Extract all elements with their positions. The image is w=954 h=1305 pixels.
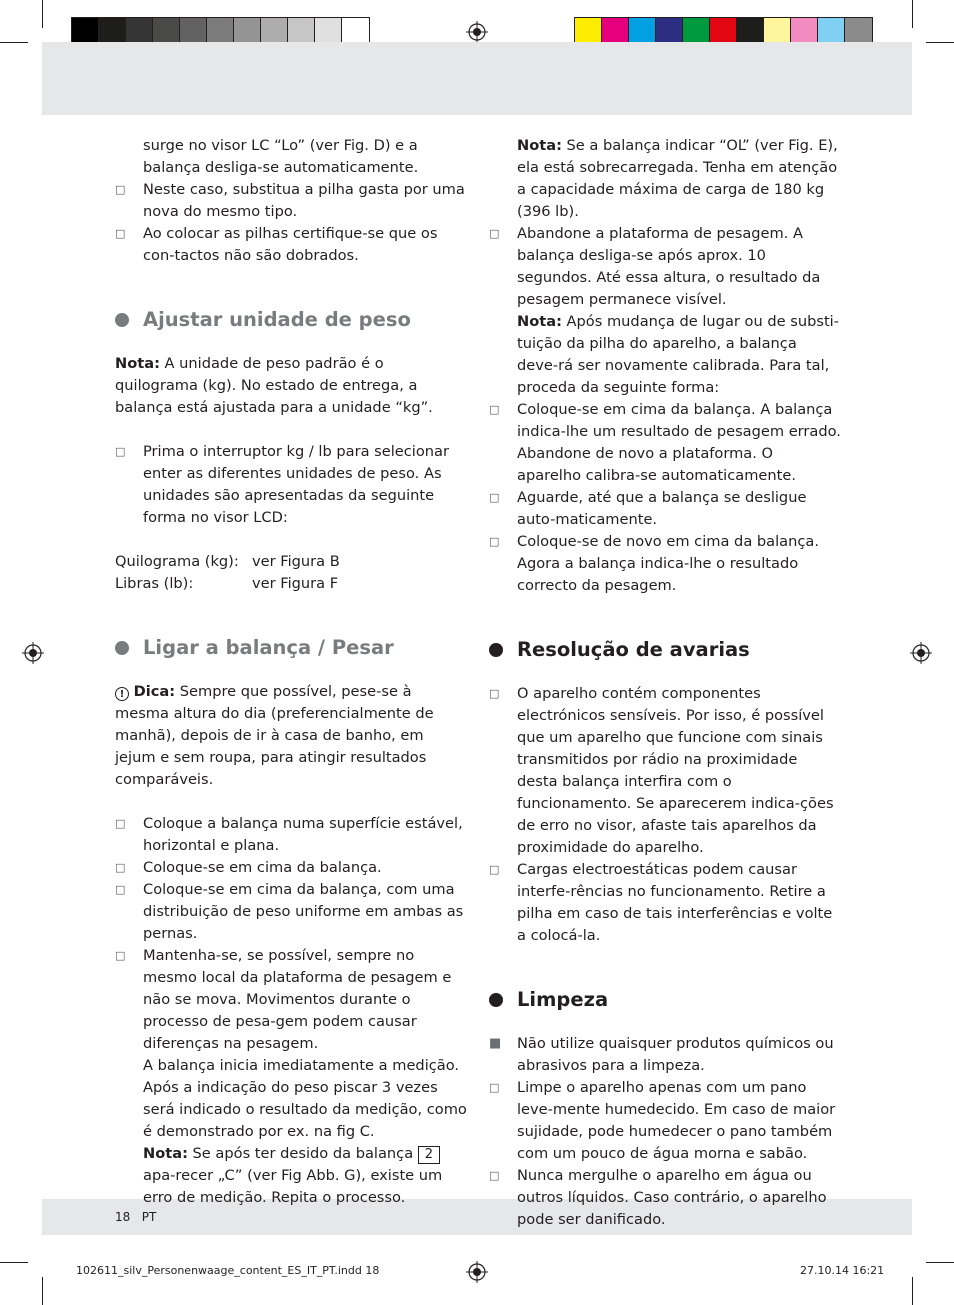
crop-mark — [42, 0, 43, 28]
left-column — [115, 135, 467, 1209]
list-item: □ Neste caso, substitua a pilha gasta por uma nova do mesmo tipo. — [115, 181, 465, 220]
list-item: □ Cargas electroestáticas podem causar interfe-rências no funcionamento. Retire a pilha em caso de tais interferências e volte a colocá-la. — [489, 861, 833, 944]
list-item: □ Aguarde, até que a balança se desligue auto-maticamente. — [489, 489, 807, 528]
warning-icon: ! — [115, 687, 129, 701]
part-number-box: 2 — [418, 1146, 440, 1164]
bullet-square-icon: ■ — [489, 1036, 502, 1051]
crop-mark — [0, 1262, 28, 1263]
registration-mark-icon — [22, 642, 44, 664]
note-paragraph: Nota: Se a balança indicar “OL” (ver Fig. E), ela está sobrecarregada. Tenha em atenção a capacidade máxima de carga de 180 kg (396 lb). — [517, 137, 838, 220]
header-band — [42, 42, 912, 115]
list-item: □ Ao colocar as pilhas certifique-se que os con-tactos não são dobrados. — [115, 225, 438, 264]
bullet-box-icon: □ — [489, 403, 500, 416]
unit-row: Quilograma (kg): ver Figura B — [115, 553, 340, 570]
registration-mark-icon — [466, 21, 488, 43]
bullet-box-icon: □ — [489, 535, 500, 548]
page-number: 18 PT — [115, 1210, 157, 1224]
crop-mark — [0, 42, 28, 43]
list-item: □ Mantenha-se, se possível, sempre no mesmo local da plataforma de pesagem e não se mova. Movimentos durante o processo de pesa-gem podem causar diferenças na pesagem. — [115, 947, 452, 1052]
list-item: ■ Não utilize quaisquer produtos químicos ou abrasivos para a limpeza. — [489, 1035, 834, 1074]
crop-mark — [926, 42, 954, 43]
unit-row: Libras (lb): ver Figura F — [115, 575, 339, 592]
right-column — [489, 135, 841, 1231]
indd-filename: 102611_silv_Personenwaage_content_ES_IT_PT.indd 18 — [76, 1264, 380, 1277]
list-item: □ Limpe o aparelho apenas com um pano leve-mente humedecido. Em caso de maior sujidade, pode humedecer o pano também com um pouco de água morna e sabão. — [489, 1079, 836, 1162]
heading-dot-icon — [115, 641, 129, 655]
crop-mark — [42, 1277, 43, 1305]
note-paragraph: Nota: Após mudança de lugar ou de substi-tuição da pilha do aparelho, a balança deve-rá ser novamente calibrada. Para tal, proceda da seguinte forma: — [517, 313, 839, 396]
heading-dot-icon — [489, 993, 503, 1007]
bullet-box-icon: □ — [489, 491, 500, 504]
bullet-box-icon: □ — [115, 861, 126, 874]
bullet-box-icon: □ — [489, 227, 500, 240]
list-item: □ Coloque-se em cima da balança. — [115, 857, 467, 879]
registration-mark-icon — [466, 1261, 488, 1283]
registration-mark-icon — [910, 642, 932, 664]
bullet-box-icon: □ — [489, 687, 500, 700]
list-item: □ Coloque-se de novo em cima da balança. Agora a balança indica-lhe o resultado correcto da pesagem. — [489, 533, 819, 594]
bullet-box-icon: □ — [489, 863, 500, 876]
list-item: □ Coloque-se em cima da balança, com uma distribuição de peso uniforme em ambas as pernas. — [115, 881, 464, 942]
crop-mark — [912, 1277, 913, 1305]
crop-mark — [926, 1262, 954, 1263]
bullet-box-icon: □ — [115, 949, 126, 962]
heading-dot-icon — [115, 313, 129, 327]
bullet-box-icon: □ — [115, 445, 126, 458]
paragraph: surge no visor LC “Lo” (ver Fig. D) e a balança desliga-se automaticamente. — [143, 137, 419, 176]
section-heading: Ligar a balança / Pesar — [115, 635, 467, 661]
list-item: □ Prima o interruptor kg / lb para selecionar enter as diferentes unidades de peso. As unidades são apresentadas da seguinte forma no visor LCD: — [115, 443, 449, 526]
bullet-box-icon: □ — [115, 227, 126, 240]
bullet-box-icon: □ — [115, 883, 126, 896]
bullet-box-icon: □ — [115, 183, 126, 196]
bullet-box-icon: □ — [115, 817, 126, 830]
print-date: 27.10.14 16:21 — [800, 1264, 885, 1277]
note-paragraph: Nota: A unidade de peso padrão é o quilograma (kg). No estado de entrega, a balança está ajustada para a unidade “kg”. — [115, 355, 433, 416]
list-item: □ O aparelho contém componentes electrónicos sensíveis. Por isso, é possível que um aparelho que funcione com sinais transmitidos por rádio na proximidade desta balança interfira com o funcionamento. Se aparecerem indica-ções de erro no visor, afaste tais aparelhos da proximidade do aparelho. — [489, 685, 834, 856]
crop-mark — [912, 0, 913, 28]
heading-dot-icon — [489, 643, 503, 657]
section-heading: Limpeza — [489, 987, 841, 1013]
tip-paragraph: ! Dica: Sempre que possível, pese-se à mesma altura do dia (preferencialmente de manhã), depois de ir à casa de banho, em jejum e sem roupa, para atingir resultados comparáveis. — [115, 683, 434, 788]
list-item: □ Coloque-se em cima da balança. A balança indica-lhe um resultado de pesagem errado. Abandone de novo a plataforma. O aparelho calibra-se automaticamente. — [489, 401, 841, 484]
list-item: □ Nunca mergulhe o aparelho em água ou outros líquidos. Caso contrário, o aparelho pode ser danificado. — [489, 1167, 827, 1228]
list-item: □ Coloque a balança numa superfície estável, horizontal e plana. — [115, 815, 463, 854]
list-item: □ Abandone a plataforma de pesagem. A balança desliga-se após aprox. 10 segundos. Até essa altura, o resultado da pesagem permanece visível. — [489, 225, 821, 308]
bullet-box-icon: □ — [489, 1081, 500, 1094]
paragraph: A balança inicia imediatamente a medição. Após a indicação do peso piscar 3 vezes será indicado o resultado da medição, como é demonstrado por ex. na fig C. — [143, 1057, 467, 1140]
note-paragraph: Nota: Se após ter desido da balança 2 apa-recer „C” (ver Fig Abb. G), existe um erro de medição. Repita o processo. — [143, 1145, 443, 1206]
section-heading: Ajustar unidade de peso — [115, 307, 467, 333]
section-heading: Resolução de avarias — [489, 637, 841, 663]
bullet-box-icon: □ — [489, 1169, 500, 1182]
